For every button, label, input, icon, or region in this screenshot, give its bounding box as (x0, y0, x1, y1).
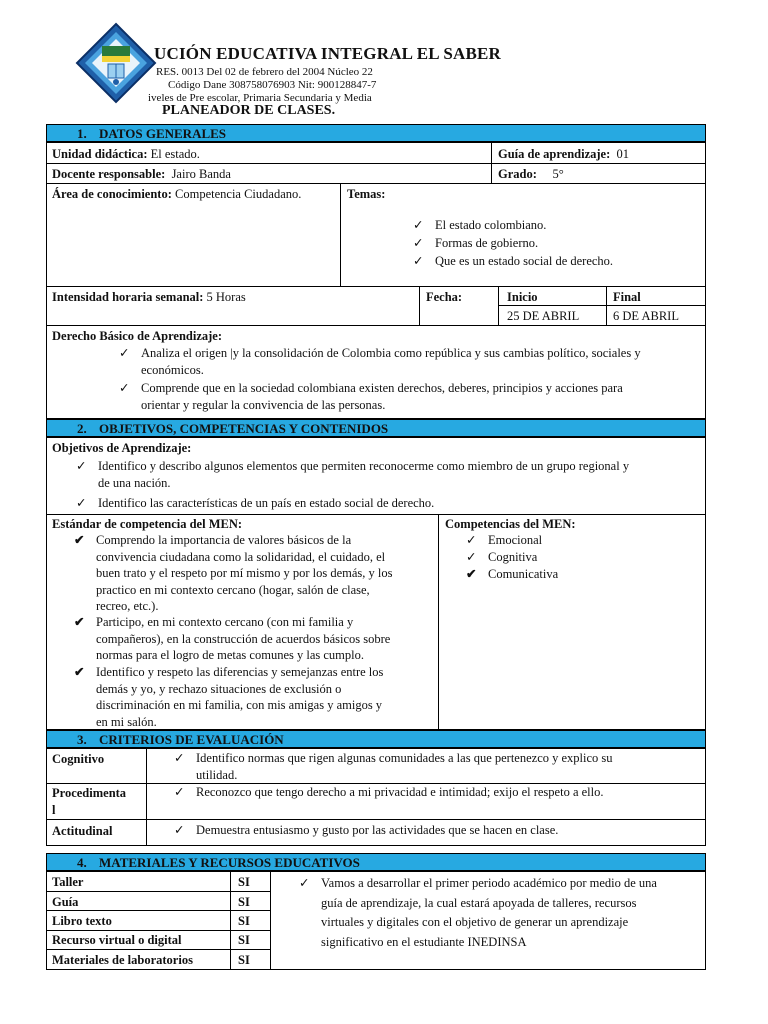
check-icon: ✔ (466, 567, 477, 581)
check-icon: ✓ (299, 876, 310, 890)
temas-label: Temas: (347, 187, 386, 201)
fecha-label: Fecha: (426, 290, 463, 304)
header-resolution: RES. 0013 Del 02 de febrero del 2004 Núcleo 22 (156, 66, 373, 78)
unidad-didactica: Unidad didáctica: El estado. (52, 147, 200, 161)
section-number: 4. (77, 855, 87, 870)
section-number: 3. (77, 732, 87, 747)
objetivos-label: Objetivos de Aprendizaje: (52, 441, 192, 455)
grado: Grado: 5° (498, 167, 564, 181)
material-label: Libro texto (52, 914, 112, 928)
material-label: Taller (52, 875, 84, 889)
material-value: SI (238, 953, 250, 967)
guia-aprendizaje: Guía de aprendizaje: 01 (498, 147, 630, 161)
section-4-heading (46, 853, 706, 871)
intensidad-horaria: Intensidad horaria semanal: 5 Horas (52, 290, 246, 304)
header-levels: iveles de Pre escolar, Primaria Secundaria y Media (148, 92, 372, 104)
material-label: Materiales de laboratorios (52, 953, 193, 967)
check-icon: ✓ (76, 496, 87, 510)
material-label: Guía (52, 895, 79, 909)
final-value: 6 DE ABRIL (613, 309, 679, 323)
section-title: OBJETIVOS, COMPETENCIAS Y CONTENIDOS (99, 421, 389, 436)
page-title: PLANEADOR DE CLASES. (162, 103, 336, 118)
check-icon: ✔ (74, 533, 85, 547)
final-label: Final (613, 290, 641, 304)
check-icon: ✓ (119, 381, 130, 395)
dba-label: Derecho Básico de Aprendizaje: (52, 329, 223, 343)
section-2-heading (46, 419, 706, 437)
check-icon: ✓ (119, 346, 130, 360)
section-title: DATOS GENERALES (99, 126, 227, 141)
section-3-heading (46, 730, 706, 748)
check-icon: ✓ (174, 751, 185, 765)
check-icon: ✓ (413, 218, 424, 232)
inicio-value: 25 DE ABRIL (507, 309, 580, 323)
material-value: SI (238, 895, 250, 909)
check-icon: ✓ (413, 236, 424, 250)
check-icon: ✓ (413, 254, 424, 268)
section-title: CRITERIOS DE EVALUACIÓN (99, 732, 284, 747)
document-header (0, 0, 768, 124)
material-label: Recurso virtual o digital (52, 933, 182, 947)
section-title: MATERIALES Y RECURSOS EDUCATIVOS (99, 855, 360, 870)
school-logo-icon (75, 22, 157, 104)
header-codes: Código Dane 308758076903 Nit: 900128847-7 (168, 79, 377, 91)
docente-responsable: Docente responsable: Jairo Banda (52, 167, 231, 181)
estandar-label: Estándar de competencia del MEN: (52, 517, 243, 531)
check-icon: ✓ (174, 823, 185, 837)
actitudinal-label: Actitudinal (52, 824, 113, 838)
material-value: SI (238, 933, 250, 947)
material-value: SI (238, 875, 250, 889)
check-icon: ✓ (466, 550, 477, 564)
check-icon: ✔ (74, 615, 85, 629)
section-number: 1. (77, 126, 87, 141)
inicio-label: Inicio (507, 290, 538, 304)
cognitivo-label: Cognitivo (52, 752, 105, 766)
procedimental-label: Procedimenta l (52, 786, 127, 817)
section-1-heading (46, 124, 706, 142)
check-icon: ✓ (174, 785, 185, 799)
institution-title: UCIÓN EDUCATIVA INTEGRAL EL SABER (154, 44, 502, 63)
check-icon: ✔ (74, 665, 85, 679)
competencias-label: Competencias del MEN: (445, 517, 576, 531)
check-icon: ✓ (76, 459, 87, 473)
material-value: SI (238, 914, 250, 928)
area-conocimiento: Área de conocimiento: Competencia Ciudadano. (52, 187, 302, 201)
section-number: 2. (77, 421, 87, 436)
check-icon: ✓ (466, 533, 477, 547)
